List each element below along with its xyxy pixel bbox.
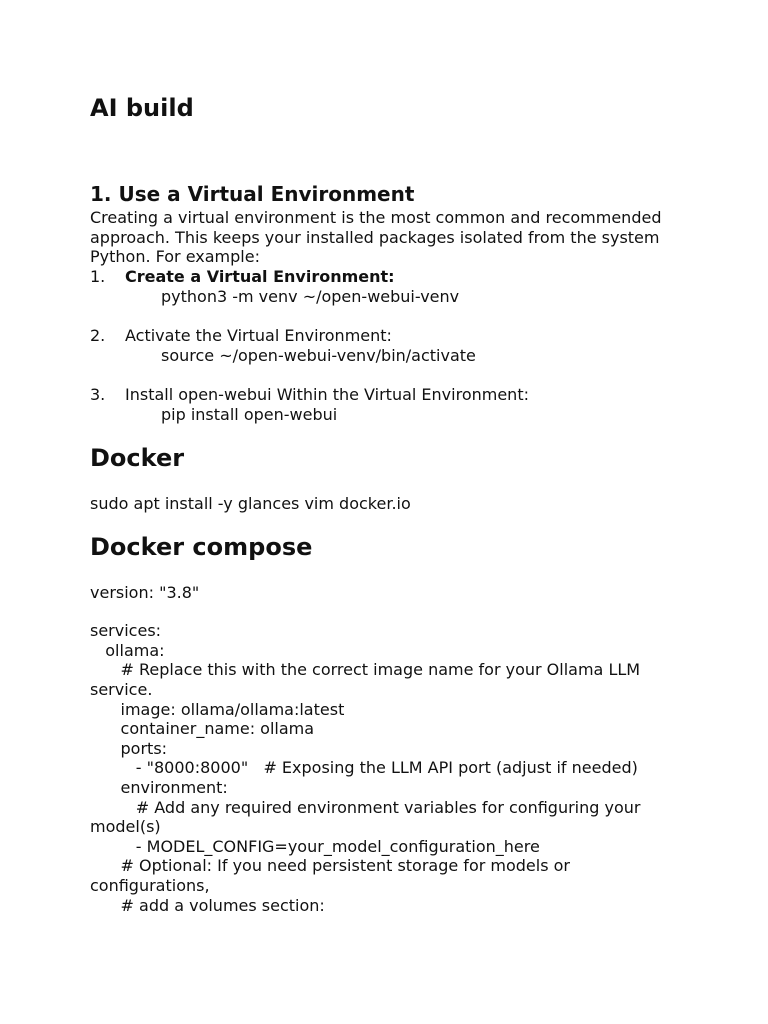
compose-line: - "8000:8000" # Exposing the LLM API port (adjust if needed) [90,758,638,777]
compose-line: # Add any required environment variables for configuring your [90,798,641,817]
section-heading-docker-compose: Docker compose [90,533,313,561]
intro-line-1: Creating a virtual environment is the most common and recommended [90,208,662,227]
docker-install-command: sudo apt install -y glances vim docker.io [90,494,411,513]
step-number: 1. [90,267,106,286]
compose-line: ollama: [90,641,165,660]
step-command: python3 -m venv ~/open-webui-venv [161,287,460,306]
compose-line: # Optional: If you need persistent storage for models or [90,856,570,875]
compose-line: services: [90,621,162,640]
page-title: AI build [90,94,194,122]
section-heading-docker: Docker [90,444,185,472]
step-number: 2. [90,326,106,345]
compose-line: container_name: ollama [90,719,315,738]
step-label: Create a Virtual Environment: [125,267,395,286]
step-command: pip install open-webui [161,405,338,424]
compose-line: - MODEL_CONFIG=your_model_configuration_here [90,837,540,856]
step-label: Install open-webui Within the Virtual Environment: [125,385,529,404]
intro-line-2: approach. This keeps your installed packages isolated from the system [90,228,660,247]
compose-line: ports: [90,739,168,758]
section-heading-virtual-env: 1. Use a Virtual Environment [90,182,415,206]
step-number: 3. [90,385,106,404]
compose-line: model(s) [90,817,161,836]
step-command: source ~/open-webui-venv/bin/activate [161,346,476,365]
compose-line: # Replace this with the correct image name for your Ollama LLM [90,660,641,679]
compose-line: version: "3.8" [90,583,200,602]
compose-line: service. [90,680,153,699]
compose-line: configurations, [90,876,210,895]
intro-line-3: Python. For example: [90,247,260,266]
compose-line: environment: [90,778,228,797]
compose-line: # add a volumes section: [90,896,325,915]
compose-line: image: ollama/ollama:latest [90,700,345,719]
step-label: Activate the Virtual Environment: [125,326,392,345]
